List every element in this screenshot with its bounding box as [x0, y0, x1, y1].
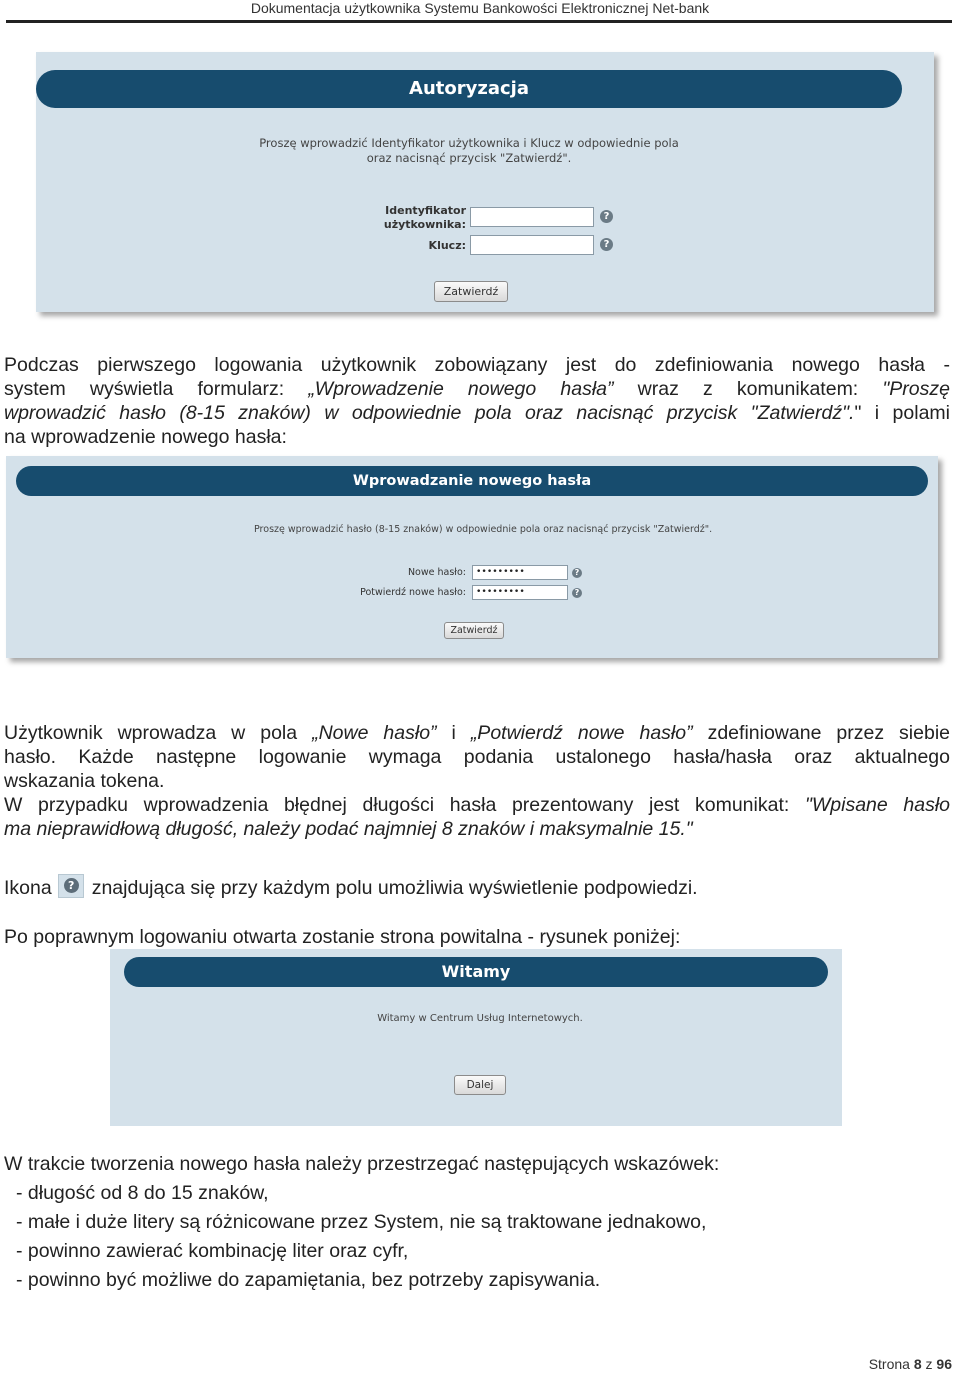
auth-panel — [36, 52, 934, 312]
footer-page-label: Strona — [868, 1356, 910, 1372]
intro-line2: system wyświetla formularz: „Wprowadzenie nowego hasła” wraz z komunikatem: "Proszę — [4, 378, 950, 400]
help-question-icon: ? — [58, 874, 84, 898]
auth-instruction-line1: Proszę wprowadzić Identyfikator użytkownika i Klucz w odpowiednie pola — [259, 136, 679, 150]
guideline-item: - powinno być możliwe do zapamiętania, bez potrzeby zapisywania. — [16, 1269, 601, 1291]
confirm-password-help-icon[interactable]: ? — [572, 588, 582, 598]
guideline-item: - długość od 8 do 15 znaków, — [16, 1182, 269, 1204]
auth-panel-title: Autoryzacja — [36, 70, 902, 108]
icon-after-text: znajdująca się przy każdym polu umożliwia wyświetlenie podpowiedzi. — [91, 877, 698, 899]
welcome-intro: Po poprawnym logowaniu otwarta zostanie strona powitalna - rysunek poniżej: — [4, 926, 681, 948]
help-icon-paragraph — [4, 874, 950, 900]
welcome-panel-title: Witamy — [124, 957, 828, 987]
user-id-help-icon[interactable]: ? — [600, 210, 613, 223]
document-header: Dokumentacja użytkownika Systemu Bankowości Elektronicznej Net-bank — [250, 0, 710, 16]
icon-before-text: Ikona — [4, 877, 52, 899]
intro-line4: na wprowadzenie nowego hasła: — [4, 426, 287, 448]
user-id-input[interactable] — [470, 207, 594, 227]
guideline-item: - małe i duże litery są różnicowane przez System, nie są traktowane jednakowo, — [16, 1211, 707, 1233]
user-id-label-line1: Identyfikator — [385, 204, 466, 217]
desc-line2: hasło. Każde następne logowanie wymaga podania ustalonego hasła/hasła oraz aktualnego — [4, 746, 950, 768]
header-divider — [6, 20, 952, 23]
key-help-icon[interactable]: ? — [600, 238, 613, 251]
auth-instruction-line2: oraz nacisnąć przycisk "Zatwierdź". — [366, 151, 572, 165]
welcome-panel — [110, 949, 842, 1126]
footer-total-pages: 96 — [936, 1356, 952, 1372]
new-password-panel-title: Wprowadzanie nowego hasła — [16, 466, 928, 496]
desc-line1: Użytkownik wprowadza w pola „Nowe hasło” i „Potwierdź nowe hasło” zdefiniowane przez siebie — [4, 722, 950, 744]
page-footer — [869, 1356, 952, 1372]
new-password-instruction: Proszę wprowadzić hasło (8-15 znaków) w odpowiednie pola oraz nacisnąć przycisk "Zatwierdź". — [254, 524, 713, 535]
desc-line3: wskazania tokena. — [4, 770, 165, 792]
new-password-label: Nowe hasło: — [407, 567, 466, 578]
new-password-input[interactable]: ••••••••• — [472, 565, 568, 580]
intro-line3: wprowadzić hasło (8-15 znaków) w odpowiednie pola oraz nacisnąć przycisk "Zatwierdź"." i polami — [4, 402, 950, 424]
new-password-help-icon[interactable]: ? — [572, 568, 582, 578]
key-input[interactable] — [470, 235, 594, 255]
new-password-panel — [6, 456, 938, 658]
password-guidelines-intro: W trakcie tworzenia nowego hasła należy przestrzegać następujących wskazówek: — [4, 1153, 720, 1175]
user-id-label — [336, 204, 466, 232]
confirm-password-input[interactable]: ••••••••• — [472, 585, 568, 600]
auth-submit-button[interactable]: Zatwierdź — [434, 281, 508, 302]
key-label: Klucz: — [428, 239, 466, 252]
new-password-submit-button[interactable]: Zatwierdź — [444, 622, 504, 639]
intro-paragraph — [4, 353, 950, 449]
confirm-password-label: Potwierdź nowe hasło: — [360, 587, 466, 598]
footer-page-number: 8 — [913, 1356, 922, 1372]
guideline-item: - powinno zawierać kombinację liter oraz cyfr, — [16, 1240, 409, 1262]
new-password-description — [4, 721, 950, 841]
user-id-label-line2: użytkownika: — [383, 218, 466, 231]
desc-line4: W przypadku wprowadzenia błędnej długości hasła prezentowany jest komunikat: "Wpisane hasło — [4, 794, 950, 816]
intro-line1: Podczas pierwszego logowania użytkownik zobowiązany jest do zdefiniowania nowego hasła - — [4, 354, 950, 376]
footer-of-label: z — [925, 1356, 933, 1372]
welcome-message: Witamy w Centrum Usług Internetowych. — [377, 1013, 583, 1024]
welcome-next-button[interactable]: Dalej — [454, 1075, 506, 1095]
desc-line5: ma nieprawidłową długość, należy podać najmniej 8 znaków i maksymalnie 15." — [4, 818, 693, 840]
